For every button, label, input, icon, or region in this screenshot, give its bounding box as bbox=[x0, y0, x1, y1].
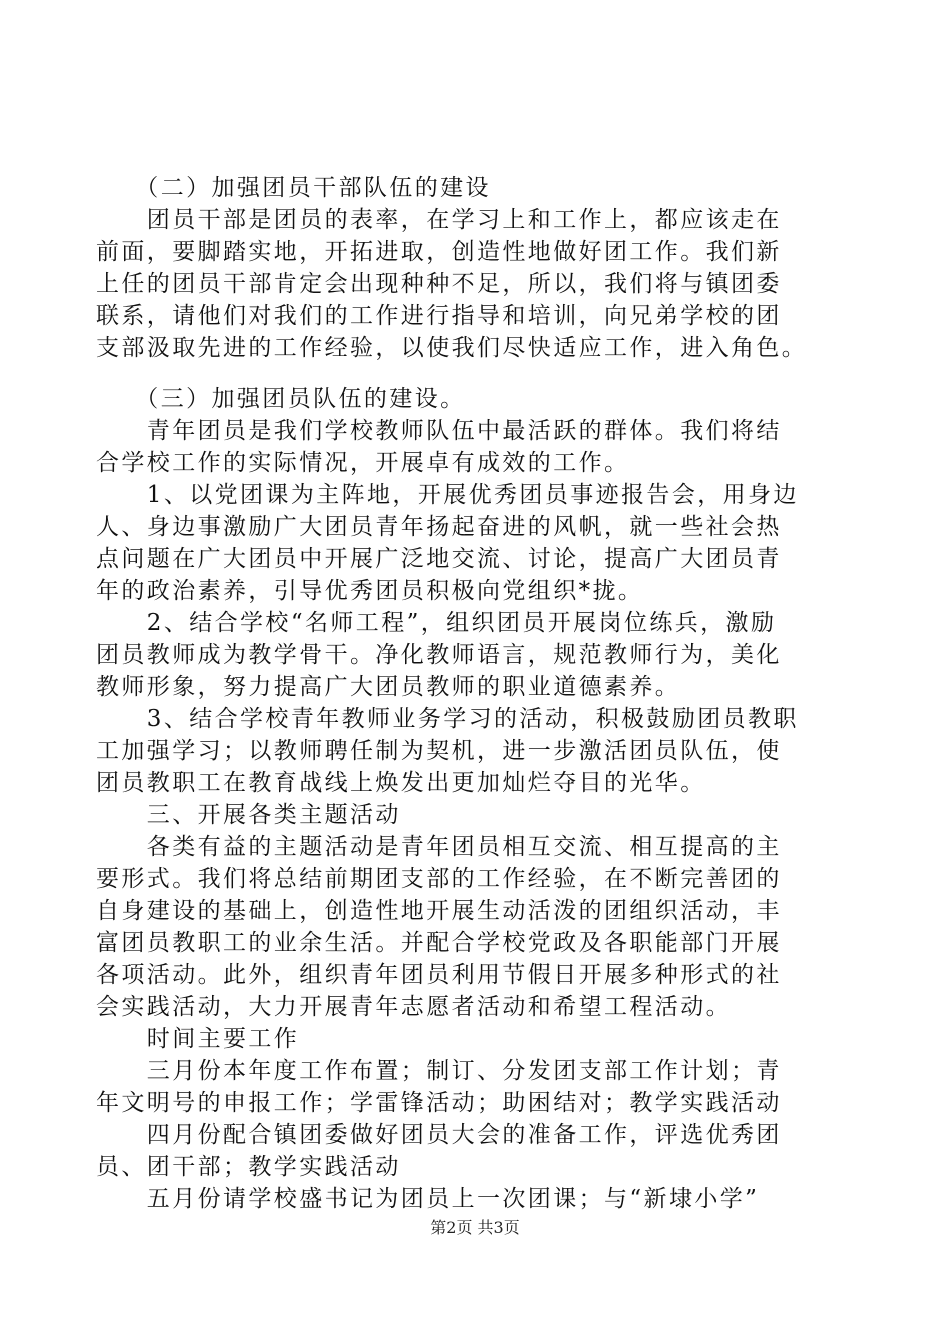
text-line: 2、结合学校“名师工程”，组织团员开展岗位练兵，激励 bbox=[96, 610, 777, 636]
section-heading: （三）加强团员队伍的建设。 bbox=[96, 386, 466, 412]
text-line: 青年团员是我们学校教师队伍中最活跃的群体。我们将结 bbox=[96, 418, 782, 444]
text-line: 年的政治素养，引导优秀团员积极向党组织*拢。 bbox=[96, 578, 644, 604]
text-line: 团员干部是团员的表率，在学习上和工作上，都应该走在 bbox=[96, 207, 782, 233]
text-line: 团员教职工在教育战线上焕发出更加灿烂夺目的光华。 bbox=[96, 770, 706, 796]
text-line: 支部汲取先进的工作经验，以使我们尽快适应工作，进入角色。 bbox=[96, 335, 808, 361]
text-line: 各类有益的主题活动是青年团员相互交流、相互提高的主 bbox=[96, 834, 782, 860]
text-line: 四月份配合镇团委做好团员大会的准备工作，评选优秀团 bbox=[96, 1122, 782, 1148]
text-line: （二）加强团员干部队伍的建设 bbox=[96, 175, 491, 201]
text-line: 富团员教职工的业余生活。并配合学校党政及各职能部门开展 bbox=[96, 930, 782, 956]
text-line: 联系，请他们对我们的工作进行指导和培训，向兄弟学校的团 bbox=[96, 303, 782, 329]
text-line: 年文明号的申报工作；学雷锋活动；助困结对；教学实践活动 bbox=[96, 1090, 782, 1116]
body-text bbox=[96, 172, 856, 1215]
section-heading: 三、开展各类主题活动 bbox=[96, 802, 401, 828]
text-line: 自身建设的基础上，创造性地开展生动活泼的团组织活动，丰 bbox=[96, 898, 782, 924]
text-line: 上任的团员干部肯定会出现种种不足，所以，我们将与镇团委 bbox=[96, 271, 782, 297]
text-line: 工加强学习；以教师聘任制为契机，进一步激活团员队伍，使 bbox=[96, 738, 782, 764]
text-line: 合学校工作的实际情况，开展卓有成效的工作。 bbox=[96, 450, 630, 476]
text-line: 要形式。我们将总结前期团支部的工作经验，在不断完善团的 bbox=[96, 866, 782, 892]
text-line: 前面，要脚踏实地，开拓进取，创造性地做好团工作。我们新 bbox=[96, 239, 782, 265]
text-line: 员、团干部；教学实践活动 bbox=[96, 1154, 401, 1180]
text-line: 1、以党团课为主阵地，开展优秀团员事迹报告会，用身边 bbox=[96, 482, 799, 508]
text-line: 三月份本年度工作布置；制订、分发团支部工作计划；青 bbox=[96, 1058, 782, 1084]
text-line: 人、身边事激励广大团员青年扬起奋进的风帆，就一些社会热 bbox=[96, 514, 782, 540]
paragraph-gap bbox=[96, 364, 856, 383]
text-line: 会实践活动，大力开展青年志愿者活动和希望工程活动。 bbox=[96, 994, 731, 1020]
text-line: 点问题在广大团员中开展广泛地交流、讨论，提高广大团员青 bbox=[96, 546, 782, 572]
section-heading: 时间主要工作 bbox=[96, 1026, 300, 1052]
text-line: 五月份请学校盛书记为团员上一次团课；与“新埭小学” bbox=[96, 1186, 760, 1212]
text-line: 3、结合学校青年教师业务学习的活动，积极鼓励团员教职 bbox=[96, 706, 799, 732]
text-line: 团员教师成为教学骨干。净化教师语言，规范教师行为，美化 bbox=[96, 642, 782, 668]
page-number-footer: 第2页 共3页 bbox=[430, 1218, 520, 1237]
text-line: 教师形象，努力提高广大团员教师的职业道德素养。 bbox=[96, 674, 681, 700]
text-line: 各项活动。此外，组织青年团员利用节假日开展多种形式的社 bbox=[96, 962, 782, 988]
